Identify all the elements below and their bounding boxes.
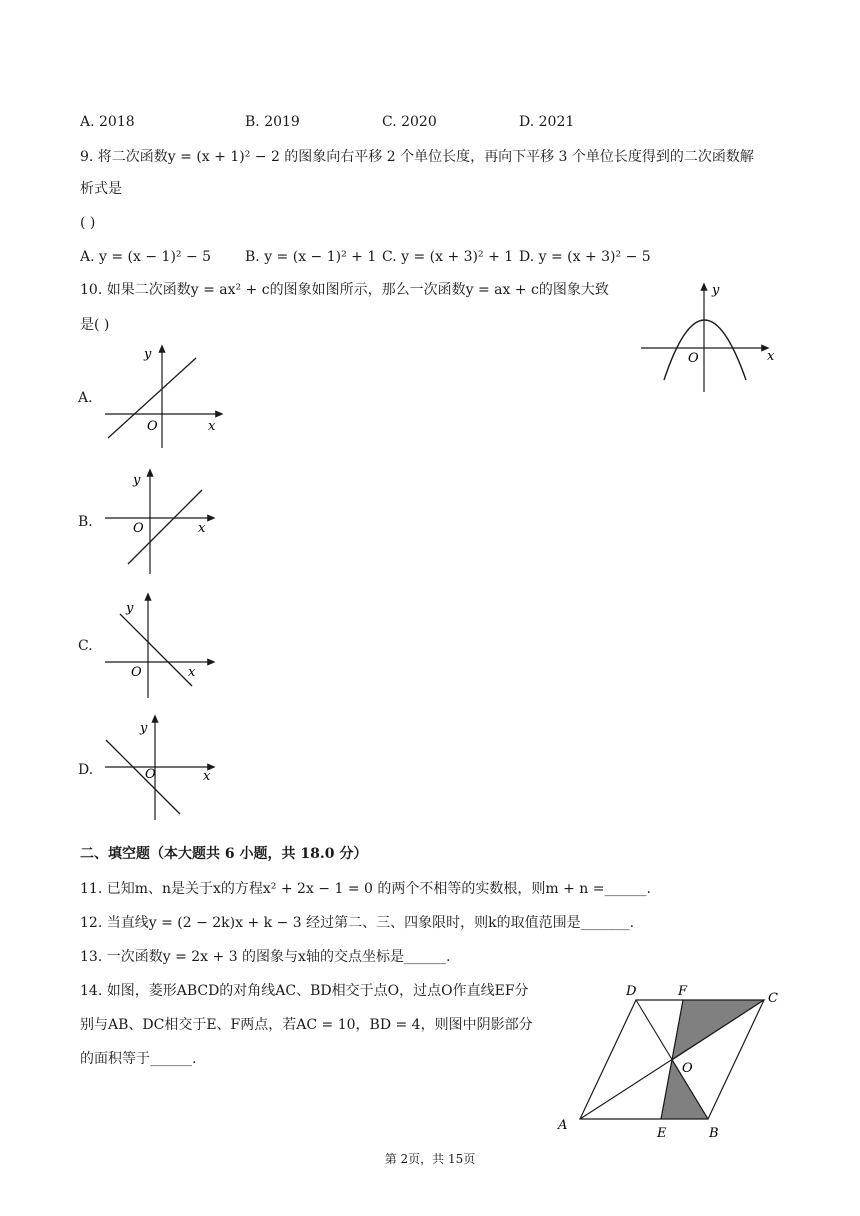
q14-rhombus-figure <box>552 980 792 1142</box>
svg-text:x: x <box>203 769 211 784</box>
point-d-label: D <box>626 984 637 999</box>
svg-text:y: y <box>126 601 134 616</box>
svg-text:O: O <box>131 665 142 680</box>
q9-stem-line1: 9. 将二次函数y = (x + 1)² − 2 的图象向右平移 2 个单位长度，再向下平移 3 个单位长度得到的二次函数解 <box>80 149 754 165</box>
point-e-label: E <box>657 1126 667 1141</box>
line-graph <box>106 740 180 814</box>
q9-option-d: D. y = (x + 3)² − 5 <box>519 249 651 265</box>
svg-text:y: y <box>133 473 141 488</box>
q12-stem: 12. 当直线y = (2 − 2k)x + k − 3 经过第二、三、四象限时，则k的取值范围是_______. <box>80 915 635 931</box>
q8-option-d: D. 2021 <box>519 114 575 130</box>
origin-label: O <box>688 351 699 366</box>
q10-stem-line2: 是( ) <box>80 317 110 333</box>
q10-parabola-figure <box>636 280 786 395</box>
q10-stem-line1: 10. 如果二次函数y = ax² + c的图象如图所示，那么一次函数y = ax + c的图象大致 <box>80 282 609 298</box>
svg-text:y: y <box>140 721 148 736</box>
q10-option-d-label: D. <box>78 762 94 778</box>
svg-text:y: y <box>144 347 152 362</box>
q10-option-c-graph <box>100 590 230 700</box>
x-axis-label: x <box>767 349 775 364</box>
svg-text:x: x <box>208 419 216 434</box>
point-f-label: F <box>678 984 688 999</box>
q11-stem: 11. 已知m、n是关于x的方程x² + 2x − 1 = 0 的两个不相等的实数根，则m + n =______. <box>80 881 651 897</box>
parabola-curve <box>664 320 746 380</box>
q10-option-a-graph <box>100 342 230 452</box>
svg-text:O: O <box>147 419 158 434</box>
section-heading-fill-in: 二、填空题（本大题共 6 小题，共 18.0 分） <box>80 846 368 862</box>
q10-option-a-label: A. <box>78 390 93 406</box>
q10-option-b-label: B. <box>78 514 93 530</box>
svg-text:x: x <box>198 521 206 536</box>
q14-stem-line1: 14. 如图，菱形ABCD的对角线AC、BD相交于点O，过点O作直线EF分 <box>80 983 529 999</box>
q14-stem-line2: 别与AB、DC相交于E、F两点，若AC = 10，BD = 4，则图中阴影部分 <box>80 1017 533 1033</box>
q13-stem: 13. 一次函数y = 2x + 3 的图象与x轴的交点坐标是______. <box>80 949 451 965</box>
svg-text:O: O <box>145 767 156 782</box>
point-a-label: A <box>558 1118 568 1133</box>
y-axis-label: y <box>712 283 720 298</box>
q10-option-b-graph <box>100 466 230 576</box>
page-footer: 第 2页，共 15页 <box>384 1152 476 1166</box>
point-b-label: B <box>709 1126 719 1141</box>
q8-option-a: A. 2018 <box>80 114 135 130</box>
q8-option-b: B. 2019 <box>245 114 300 130</box>
svg-text:O: O <box>133 521 144 536</box>
q14-stem-line3: 的面积等于______. <box>80 1051 197 1067</box>
point-c-label: C <box>768 991 778 1006</box>
point-o-label: O <box>682 1061 693 1076</box>
q9-answer-blank: ( ) <box>80 215 96 231</box>
q10-option-c-label: C. <box>78 638 93 654</box>
q8-option-c: C. 2020 <box>382 114 437 130</box>
svg-text:x: x <box>188 665 196 680</box>
q9-stem-line2: 析式是 <box>80 181 122 197</box>
q9-option-a: A. y = (x − 1)² − 5 <box>80 249 212 265</box>
q9-option-b: B. y = (x − 1)² + 1 <box>245 249 377 265</box>
q10-option-d-graph <box>100 712 230 822</box>
q9-option-c: C. y = (x + 3)² + 1 <box>382 249 514 265</box>
